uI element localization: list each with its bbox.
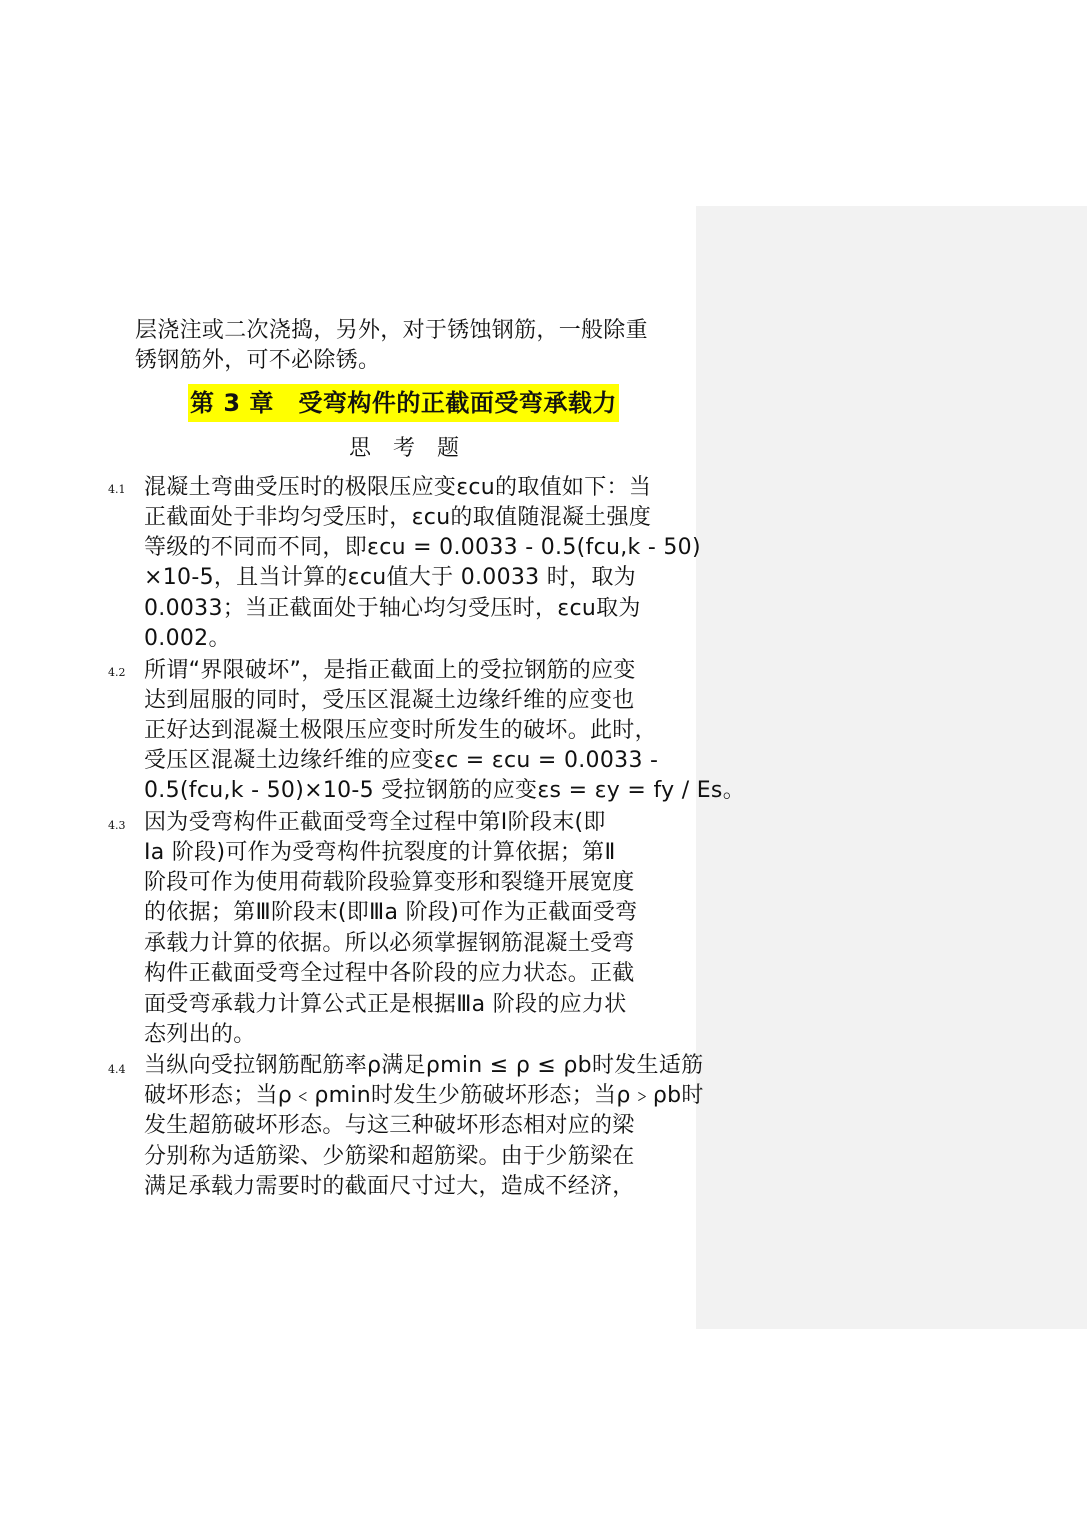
question-line: 等级的不同而不同，即εcu = 0.0033 - 0.5(fcu,k - 50) (144, 535, 701, 560)
question-line: 受压区混凝土边缘纤维的应变εc = εcu = 0.0033 - (144, 748, 659, 773)
question-line: 当纵向受拉钢筋配筋率ρ满足ρmin ≤ ρ ≤ ρb时发生适筋 (144, 1053, 704, 1078)
question-line: 0.0033；当正截面处于轴心均匀受压时，εcu取为 (144, 596, 641, 621)
question-line: 的依据；第Ⅲ阶段末(即Ⅲa 阶段)可作为正截面受弯 (144, 900, 638, 925)
question-line: 满足承载力需要时的截面尺寸过大，造成不经济， (144, 1174, 635, 1199)
question-number: 4.3 (108, 819, 126, 832)
question-line: 阶段可作为使用荷载阶段验算变形和裂缝开展宽度 (144, 870, 635, 895)
question-line: 达到屈服的同时，受压区混凝土边缘纤维的应变也 (144, 688, 635, 713)
question-line: 构件正截面受弯全过程中各阶段的应力状态。正截 (144, 961, 635, 986)
question-line: 因为受弯构件正截面受弯全过程中第Ⅰ阶段末(即 (144, 810, 606, 835)
question-line: 态列出的。 (144, 1022, 256, 1047)
question-line: 发生超筋破坏形态。与这三种破坏形态相对应的梁 (144, 1113, 635, 1138)
question-number: 4.1 (108, 483, 126, 496)
question-line: 所谓“界限破坏”，是指正截面上的受拉钢筋的应变 (144, 658, 636, 683)
question-line: 正截面处于非均匀受压时，εcu的取值随混凝土强度 (144, 505, 652, 530)
comment-pane (696, 206, 1087, 1329)
question-line: 混凝土弯曲受压时的极限压应变εcu的取值如下：当 (144, 475, 652, 500)
question-line: 承载力计算的依据。所以必须掌握钢筋混凝土受弯 (144, 931, 635, 956)
question-line: 0.5(fcu,k - 50)×10-5 受拉钢筋的应变εs = εy = fy / Es。 (144, 778, 745, 803)
question-number: 4.2 (108, 666, 126, 679)
question-line: ×10-5，且当计算的εcu值大于 0.0033 时，取为 (144, 565, 636, 590)
question-line: 0.002。 (144, 626, 231, 651)
section-title: 思 考 题 (349, 436, 460, 461)
question-line: 分别称为适筋梁、少筋梁和超筋梁。由于少筋梁在 (144, 1144, 635, 1169)
intro-line-2: 锈钢筋外，可不必除锈。 (135, 348, 381, 373)
question-line: 正好达到混凝土极限压应变时所发生的破坏。此时， (144, 718, 657, 743)
intro-line-1: 层浇注或二次浇捣，另外，对于锈蚀钢筋，一般除重 (135, 318, 648, 343)
question-line: 面受弯承载力计算公式正是根据Ⅲa 阶段的应力状 (144, 992, 627, 1017)
question-number: 4.4 (108, 1063, 126, 1076)
question-line: 破坏形态；当ρ﹤ρmin时发生少筋破坏形态；当ρ﹥ρb时 (144, 1083, 704, 1108)
question-line: Ⅰa 阶段)可作为受弯构件抗裂度的计算依据；第Ⅱ (144, 840, 616, 865)
chapter-title: 第 3 章 受弯构件的正截面受弯承载力 (188, 384, 619, 422)
